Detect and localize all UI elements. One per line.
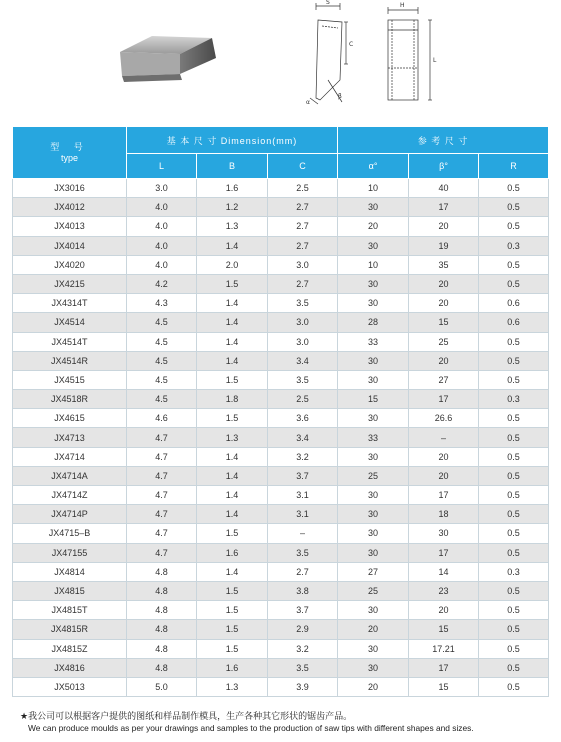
cell-beta: 17	[409, 543, 479, 562]
cell-b: 1.4	[197, 236, 268, 255]
cell-c: 2.7	[268, 198, 338, 217]
cell-type: JX4215	[13, 274, 127, 293]
label-l: L	[433, 57, 437, 64]
cell-c: 3.9	[268, 677, 338, 696]
cell-c: 2.7	[268, 274, 338, 293]
cell-type: JX4816	[13, 658, 127, 677]
header-col-r: R	[479, 154, 549, 179]
cell-c: 3.2	[268, 639, 338, 658]
cell-c: 2.7	[268, 217, 338, 236]
cell-alpha: 30	[338, 601, 409, 620]
cell-r: 0.3	[479, 390, 549, 409]
cell-l: 5.0	[127, 677, 197, 696]
cell-c: 2.5	[268, 179, 338, 198]
cell-l: 4.0	[127, 255, 197, 274]
header-type	[13, 127, 127, 179]
cell-b: 1.5	[197, 274, 268, 293]
cell-c: 3.0	[268, 332, 338, 351]
cell-alpha: 30	[338, 370, 409, 389]
cell-l: 4.7	[127, 505, 197, 524]
cell-beta: 40	[409, 179, 479, 198]
table-row	[13, 486, 549, 505]
cell-alpha: 30	[338, 409, 409, 428]
table-row	[13, 601, 549, 620]
cell-b: 1.3	[197, 428, 268, 447]
cell-type: JX4518R	[13, 390, 127, 409]
label-beta: β	[338, 93, 342, 100]
table-row	[13, 581, 549, 600]
cell-type: JX4014	[13, 236, 127, 255]
cell-b: 1.4	[197, 313, 268, 332]
cell-c: 3.4	[268, 428, 338, 447]
cell-l: 4.5	[127, 313, 197, 332]
cell-l: 4.6	[127, 409, 197, 428]
cell-beta: 14	[409, 562, 479, 581]
cell-b: 1.5	[197, 581, 268, 600]
cell-r: 0.3	[479, 236, 549, 255]
cell-b: 1.5	[197, 620, 268, 639]
cell-r: 0.5	[479, 639, 549, 658]
cell-l: 4.7	[127, 524, 197, 543]
cell-type: JX4714	[13, 447, 127, 466]
cell-alpha: 30	[338, 543, 409, 562]
cell-c: 3.1	[268, 505, 338, 524]
cell-l: 4.5	[127, 332, 197, 351]
cell-b: 1.4	[197, 486, 268, 505]
cell-b: 1.2	[197, 198, 268, 217]
cell-alpha: 30	[338, 351, 409, 370]
table-row	[13, 562, 549, 581]
cell-b: 2.0	[197, 255, 268, 274]
cell-beta: 23	[409, 581, 479, 600]
cell-c: 3.2	[268, 447, 338, 466]
table-row	[13, 274, 549, 293]
cell-b: 1.4	[197, 332, 268, 351]
table-row	[13, 198, 549, 217]
cell-alpha: 10	[338, 255, 409, 274]
cell-type: JX5013	[13, 677, 127, 696]
cell-b: 1.5	[197, 524, 268, 543]
cell-b: 1.4	[197, 447, 268, 466]
table-row	[13, 332, 549, 351]
cell-type: JX47155	[13, 543, 127, 562]
cell-beta: 20	[409, 351, 479, 370]
figure-area	[0, 0, 561, 124]
cell-c: 3.1	[268, 486, 338, 505]
cell-beta: –	[409, 428, 479, 447]
cell-alpha: 30	[338, 447, 409, 466]
cell-alpha: 25	[338, 466, 409, 485]
cell-b: 1.5	[197, 601, 268, 620]
cell-b: 1.5	[197, 370, 268, 389]
cell-r: 0.5	[479, 255, 549, 274]
footnote-en: We can produce moulds as per your drawings and samples to the production of saw tips with different shapes and sizes.	[28, 723, 474, 733]
cell-b: 1.4	[197, 466, 268, 485]
cell-c: 3.0	[268, 255, 338, 274]
side-view-diagram	[302, 0, 362, 110]
cell-beta: 15	[409, 677, 479, 696]
cell-r: 0.5	[479, 332, 549, 351]
cell-alpha: 30	[338, 524, 409, 543]
cell-b: 1.4	[197, 562, 268, 581]
header-type-en: type	[60, 152, 78, 163]
cell-b: 1.3	[197, 677, 268, 696]
cell-r: 0.5	[479, 677, 549, 696]
cell-alpha: 30	[338, 294, 409, 313]
header-col-c: C	[268, 154, 338, 179]
cell-alpha: 30	[338, 658, 409, 677]
label-c: C	[349, 41, 354, 48]
cell-l: 4.7	[127, 543, 197, 562]
cell-r: 0.5	[479, 486, 549, 505]
header-reference-dimensions: 参 考 尺 寸	[338, 127, 549, 154]
table-row	[13, 466, 549, 485]
cell-type: JX4815Z	[13, 639, 127, 658]
cell-alpha: 10	[338, 179, 409, 198]
cell-r: 0.6	[479, 313, 549, 332]
table-body	[13, 179, 549, 697]
cell-l: 4.0	[127, 236, 197, 255]
cell-l: 4.5	[127, 370, 197, 389]
cell-b: 1.8	[197, 390, 268, 409]
cell-r: 0.3	[479, 562, 549, 581]
cell-beta: 17	[409, 486, 479, 505]
cell-alpha: 20	[338, 620, 409, 639]
cell-alpha: 30	[338, 198, 409, 217]
cell-l: 4.7	[127, 447, 197, 466]
cell-b: 1.4	[197, 294, 268, 313]
cell-type: JX4013	[13, 217, 127, 236]
cell-type: JX4815R	[13, 620, 127, 639]
label-s: S	[326, 0, 330, 6]
cell-r: 0.6	[479, 294, 549, 313]
cell-type: JX4314T	[13, 294, 127, 313]
header-col-b: B	[197, 154, 268, 179]
cell-beta: 20	[409, 466, 479, 485]
cell-l: 4.3	[127, 294, 197, 313]
cell-c: 3.5	[268, 543, 338, 562]
cell-b: 1.3	[197, 217, 268, 236]
cell-r: 0.5	[479, 524, 549, 543]
table-row	[13, 313, 549, 332]
cell-l: 4.7	[127, 428, 197, 447]
table-row	[13, 217, 549, 236]
cell-alpha: 20	[338, 217, 409, 236]
cell-r: 0.5	[479, 620, 549, 639]
cell-alpha: 30	[338, 486, 409, 505]
cell-r: 0.5	[479, 351, 549, 370]
table-row	[13, 294, 549, 313]
cell-type: JX4815T	[13, 601, 127, 620]
cell-type: JX4814	[13, 562, 127, 581]
table-row	[13, 658, 549, 677]
footnote	[20, 712, 550, 734]
cell-beta: 20	[409, 601, 479, 620]
cell-beta: 20	[409, 274, 479, 293]
cell-b: 1.4	[197, 505, 268, 524]
cell-c: 2.9	[268, 620, 338, 639]
cell-beta: 15	[409, 620, 479, 639]
cell-c: 3.5	[268, 658, 338, 677]
cell-type: JX4714Z	[13, 486, 127, 505]
table-row	[13, 543, 549, 562]
cell-beta: 15	[409, 313, 479, 332]
header-col-beta: β°	[409, 154, 479, 179]
cell-r: 0.5	[479, 217, 549, 236]
table-row	[13, 179, 549, 198]
cell-l: 4.8	[127, 639, 197, 658]
cell-type: JX4020	[13, 255, 127, 274]
cell-type: JX4714P	[13, 505, 127, 524]
cell-r: 0.5	[479, 428, 549, 447]
cell-c: 3.8	[268, 581, 338, 600]
cell-c: –	[268, 524, 338, 543]
cell-b: 1.5	[197, 639, 268, 658]
cell-l: 4.0	[127, 217, 197, 236]
cell-c: 3.0	[268, 313, 338, 332]
cell-beta: 20	[409, 447, 479, 466]
cell-l: 4.2	[127, 274, 197, 293]
cell-beta: 25	[409, 332, 479, 351]
cell-r: 0.5	[479, 601, 549, 620]
table-row	[13, 447, 549, 466]
table-row	[13, 409, 549, 428]
cell-type: JX4515	[13, 370, 127, 389]
cell-type: JX4514	[13, 313, 127, 332]
cell-r: 0.5	[479, 179, 549, 198]
cell-c: 2.7	[268, 236, 338, 255]
table-row	[13, 370, 549, 389]
cell-beta: 17	[409, 390, 479, 409]
cell-beta: 17	[409, 198, 479, 217]
saw-tip-photo	[112, 30, 222, 90]
table-row	[13, 428, 549, 447]
cell-l: 4.8	[127, 562, 197, 581]
cell-alpha: 33	[338, 332, 409, 351]
cell-type: JX3016	[13, 179, 127, 198]
table-row	[13, 620, 549, 639]
cell-type: JX4713	[13, 428, 127, 447]
cell-r: 0.5	[479, 370, 549, 389]
label-h: H	[400, 2, 405, 9]
label-alpha: α	[306, 99, 310, 106]
header-col-l: L	[127, 154, 197, 179]
cell-l: 4.7	[127, 486, 197, 505]
cell-alpha: 30	[338, 274, 409, 293]
cell-type: JX4514R	[13, 351, 127, 370]
cell-beta: 20	[409, 217, 479, 236]
cell-c: 2.7	[268, 562, 338, 581]
front-view-diagram	[378, 0, 448, 110]
table-row	[13, 390, 549, 409]
footnote-zh: ★我公司可以根据客户提供的图纸和样品制作模具，生产各种其它形状的锯齿产品。	[20, 712, 353, 722]
cell-c: 3.7	[268, 601, 338, 620]
cell-r: 0.5	[479, 274, 549, 293]
cell-type: JX4012	[13, 198, 127, 217]
cell-type: JX4714A	[13, 466, 127, 485]
cell-r: 0.5	[479, 543, 549, 562]
cell-beta: 19	[409, 236, 479, 255]
cell-c: 3.6	[268, 409, 338, 428]
cell-b: 1.5	[197, 409, 268, 428]
cell-type: JX4715–B	[13, 524, 127, 543]
cell-c: 3.7	[268, 466, 338, 485]
cell-beta: 26.6	[409, 409, 479, 428]
header-type-zh: 型 号	[50, 141, 89, 152]
cell-b: 1.4	[197, 351, 268, 370]
cell-beta: 17.21	[409, 639, 479, 658]
cell-type: JX4815	[13, 581, 127, 600]
cell-r: 0.5	[479, 466, 549, 485]
cell-c: 2.5	[268, 390, 338, 409]
table-row	[13, 255, 549, 274]
cell-beta: 30	[409, 524, 479, 543]
table-row	[13, 351, 549, 370]
cell-beta: 18	[409, 505, 479, 524]
cell-l: 4.8	[127, 601, 197, 620]
cell-beta: 27	[409, 370, 479, 389]
cell-r: 0.5	[479, 198, 549, 217]
cell-b: 1.6	[197, 543, 268, 562]
table-row	[13, 505, 549, 524]
cell-l: 4.5	[127, 390, 197, 409]
cell-b: 1.6	[197, 179, 268, 198]
cell-l: 3.0	[127, 179, 197, 198]
cell-r: 0.5	[479, 581, 549, 600]
cell-beta: 17	[409, 658, 479, 677]
cell-b: 1.6	[197, 658, 268, 677]
cell-alpha: 15	[338, 390, 409, 409]
cell-l: 4.8	[127, 658, 197, 677]
cell-alpha: 25	[338, 581, 409, 600]
table-row	[13, 236, 549, 255]
cell-c: 3.5	[268, 370, 338, 389]
cell-alpha: 30	[338, 639, 409, 658]
cell-alpha: 33	[338, 428, 409, 447]
cell-l: 4.7	[127, 466, 197, 485]
cell-beta: 20	[409, 294, 479, 313]
cell-beta: 35	[409, 255, 479, 274]
cell-l: 4.8	[127, 581, 197, 600]
header-basic-dimensions: 基 本 尺 寸 Dimension(mm)	[127, 127, 338, 154]
cell-alpha: 30	[338, 236, 409, 255]
cell-c: 3.5	[268, 294, 338, 313]
cell-alpha: 30	[338, 505, 409, 524]
cell-r: 0.5	[479, 658, 549, 677]
header-col-alpha: α°	[338, 154, 409, 179]
cell-c: 3.4	[268, 351, 338, 370]
table-row	[13, 639, 549, 658]
cell-l: 4.8	[127, 620, 197, 639]
cell-alpha: 20	[338, 677, 409, 696]
cell-l: 4.5	[127, 351, 197, 370]
cell-r: 0.5	[479, 447, 549, 466]
cell-alpha: 28	[338, 313, 409, 332]
cell-alpha: 27	[338, 562, 409, 581]
cell-type: JX4615	[13, 409, 127, 428]
table-row	[13, 677, 549, 696]
cell-type: JX4514T	[13, 332, 127, 351]
table-row	[13, 524, 549, 543]
cell-r: 0.5	[479, 409, 549, 428]
table-header-row-group	[13, 127, 549, 154]
spec-table	[12, 126, 549, 697]
cell-l: 4.0	[127, 198, 197, 217]
cell-r: 0.5	[479, 505, 549, 524]
